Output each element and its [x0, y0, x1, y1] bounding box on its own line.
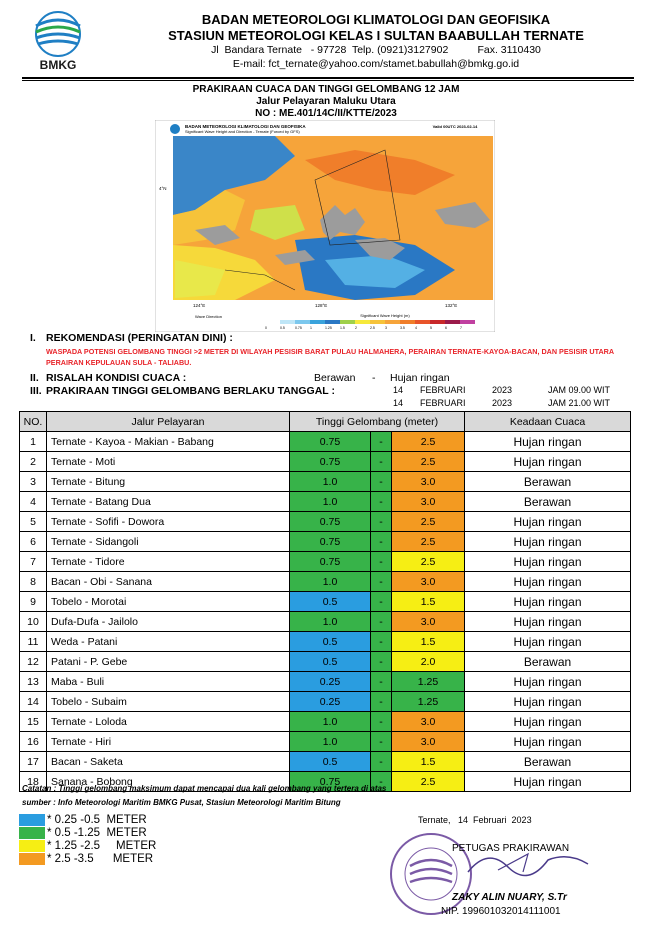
scale-tick: 5 [430, 326, 432, 330]
org-address: Jl Bandara Ternate - 97728 Telp. (0921)3127902 Fax. 3110430 [211, 44, 541, 56]
forecast-table [19, 411, 631, 792]
row-number: 16 [20, 732, 47, 752]
row-wave-max: 2.5 [392, 512, 465, 532]
row-wave-min: 1.0 [290, 732, 371, 752]
sec1-label: REKOMENDASI (PERINGATAN DINI) : [46, 332, 233, 344]
row-number: 13 [20, 672, 47, 692]
row-route: Ternate - Bitung [47, 472, 290, 492]
table-row [20, 672, 631, 692]
row-number: 2 [20, 452, 47, 472]
table-row [20, 432, 631, 452]
row-wave-dash: - [371, 692, 392, 712]
table-row [20, 472, 631, 492]
row-weather: Hujan ringan [465, 532, 631, 552]
row-wave-max: 1.5 [392, 752, 465, 772]
lon-label-1: 124°E [193, 303, 206, 308]
lon-label-2: 128°E [315, 303, 328, 308]
row-wave-min: 0.75 [290, 772, 371, 792]
row-weather: Hujan ringan [465, 672, 631, 692]
row-wave-max: 3.0 [392, 732, 465, 752]
early-warning-text: WASPADA POTENSI GELOMBANG TINGGI >2 METER DI WILAYAH PESISIR BARAT PULAU HALMAHERA, PERAIRAN TERNATE-KAYOA-BACAN, DAN PESISIR UTARA PERAIRAN KEPULAUAN SULA - TALIABU. [46, 347, 614, 367]
row-number: 6 [20, 532, 47, 552]
row-weather: Hujan ringan [465, 572, 631, 592]
table-row [20, 732, 631, 752]
scale-swatch [295, 320, 310, 324]
signature [458, 842, 608, 882]
col-no: NO. [20, 412, 47, 432]
row-route: Maba - Buli [47, 672, 290, 692]
row-route: Ternate - Hiri [47, 732, 290, 752]
row-wave-max: 3.0 [392, 472, 465, 492]
row-wave-dash: - [371, 512, 392, 532]
legend-swatch-orange [19, 853, 45, 865]
scale-tick: 1 [310, 326, 312, 330]
to-day: 14 [393, 398, 404, 408]
row-wave-dash: - [371, 752, 392, 772]
row-number: 7 [20, 552, 47, 572]
table-row [20, 612, 631, 632]
row-number: 17 [20, 752, 47, 772]
row-route: Ternate - Kayoa - Makian - Babang [47, 432, 290, 452]
scale-swatch [385, 320, 400, 324]
scale-tick: 7 [460, 326, 462, 330]
row-route: Weda - Patani [47, 632, 290, 652]
lon-label-3: 132°E [445, 303, 458, 308]
scale-swatch [415, 320, 430, 324]
weather-dash: - [372, 372, 376, 384]
officer-name: ZAKY ALIN NUARY, S.Tr [452, 892, 567, 903]
row-weather: Hujan ringan [465, 432, 631, 452]
row-wave-min: 0.25 [290, 692, 371, 712]
logo-text: BMKG [39, 58, 77, 72]
row-wave-max: 1.25 [392, 692, 465, 712]
weather-value1: Berawan [314, 372, 356, 384]
row-number: 3 [20, 472, 47, 492]
row-route: Tobelo - Morotai [47, 592, 290, 612]
row-route: Bacan - Obi - Sanana [47, 572, 290, 592]
row-wave-max: 3.0 [392, 492, 465, 512]
row-route: Ternate - Loloda [47, 712, 290, 732]
row-wave-min: 0.5 [290, 752, 371, 772]
scale-swatch [445, 320, 460, 324]
row-route: Ternate - Batang Dua [47, 492, 290, 512]
scale-tick: 0 [265, 326, 267, 330]
col-wave: Tinggi Gelombang (meter) [290, 412, 465, 432]
row-wave-max: 1.5 [392, 592, 465, 612]
row-weather: Hujan ringan [465, 592, 631, 612]
row-wave-dash: - [371, 592, 392, 612]
scale-swatch [340, 320, 355, 324]
col-weather: Keadaan Cuaca [465, 412, 631, 432]
legend-item: * 1.25 -2.5 METER [19, 840, 156, 852]
scale-swatch [430, 320, 445, 324]
row-wave-min: 0.5 [290, 632, 371, 652]
officer-nip: NIP. 199601032014111001 [441, 906, 561, 917]
row-wave-max: 2.5 [392, 452, 465, 472]
row-wave-dash: - [371, 532, 392, 552]
scale-tick: 4 [415, 326, 417, 330]
scale-tick: 6 [445, 326, 447, 330]
header-rule-thin [22, 80, 634, 81]
map-valid: Valid 00UTC 2023-02-14 [432, 124, 478, 129]
row-weather: Hujan ringan [465, 732, 631, 752]
legend-swatch-green [19, 827, 45, 839]
row-wave-max: 1.5 [392, 632, 465, 652]
sec3-num: III. [30, 385, 42, 397]
table-row [20, 492, 631, 512]
row-route: Ternate - Tidore [47, 552, 290, 572]
row-number: 10 [20, 612, 47, 632]
map-header1: BADAN METEOROLOGI KLIMATOLOGI DAN GEOFISIKA [185, 124, 306, 129]
table-row [20, 652, 631, 672]
row-number: 15 [20, 712, 47, 732]
row-weather: Hujan ringan [465, 452, 631, 472]
row-wave-min: 1.0 [290, 712, 371, 732]
row-route: Ternate - Sidangoli [47, 532, 290, 552]
legend-item: * 0.25 -0.5 METER [19, 814, 147, 826]
legend-swatch-blue [19, 814, 45, 826]
scale-tick: 0.75 [295, 326, 302, 330]
map-header2: Significant Wave Height and Direction - Ternate (Forced by GFS) [185, 129, 300, 134]
table-row [20, 572, 631, 592]
from-day: 14 [393, 385, 404, 395]
legend-swatch-yellow [19, 840, 45, 852]
source-note: sumber : Info Meteorologi Maritim BMKG Pusat, Stasiun Meteorologi Maritim Bitung [22, 798, 341, 807]
place-date: Ternate, 14 Februari 2023 [418, 815, 532, 825]
row-weather: Berawan [465, 492, 631, 512]
row-number: 4 [20, 492, 47, 512]
row-number: 18 [20, 772, 47, 792]
sec2-label: RISALAH KONDISI CUACA : [46, 372, 187, 384]
row-weather: Hujan ringan [465, 612, 631, 632]
row-route: Dufa-Dufa - Jailolo [47, 612, 290, 632]
row-wave-dash: - [371, 652, 392, 672]
sec3-label: PRAKIRAAN TINGGI GELOMBANG BERLAKU TANGGAL : [46, 385, 335, 397]
row-weather: Hujan ringan [465, 552, 631, 572]
row-wave-dash: - [371, 732, 392, 752]
wave-direction-label: Wave Direction [195, 314, 222, 319]
row-wave-dash: - [371, 552, 392, 572]
scale-swatch [310, 320, 325, 324]
org-line2: STASIUN METEOROLOGI KELAS I SULTAN BAABULLAH TERNATE [168, 28, 584, 43]
row-wave-dash: - [371, 632, 392, 652]
table-row [20, 592, 631, 612]
doc-title: PRAKIRAAN CUACA DAN TINGGI GELOMBANG 12 JAM [192, 84, 460, 95]
row-route: Patani - P. Gebe [47, 652, 290, 672]
scale-tick: 3 [385, 326, 387, 330]
row-wave-min: 0.5 [290, 592, 371, 612]
row-weather: Hujan ringan [465, 632, 631, 652]
row-wave-dash: - [371, 672, 392, 692]
row-number: 1 [20, 432, 47, 452]
row-wave-dash: - [371, 712, 392, 732]
table-row [20, 512, 631, 532]
wave-height-map [155, 120, 495, 332]
table-row [20, 452, 631, 472]
row-route: Ternate - Moti [47, 452, 290, 472]
scale-swatch [325, 320, 340, 324]
table-row [20, 552, 631, 572]
row-wave-dash: - [371, 452, 392, 472]
lat-label: 4°N [159, 186, 167, 191]
scale-tick: 1.5 [340, 326, 345, 330]
scale-tick: 3.5 [400, 326, 405, 330]
scale-swatch [265, 320, 280, 324]
table-header-row [20, 412, 631, 432]
row-weather: Berawan [465, 652, 631, 672]
row-wave-max: 2.5 [392, 532, 465, 552]
scale-swatch [400, 320, 415, 324]
row-wave-max: 2.5 [392, 432, 465, 452]
row-number: 8 [20, 572, 47, 592]
scale-swatch [460, 320, 475, 324]
from-month: FEBRUARI [420, 385, 466, 395]
row-wave-max: 3.0 [392, 712, 465, 732]
table-row [20, 752, 631, 772]
scale-swatch [355, 320, 370, 324]
row-number: 14 [20, 692, 47, 712]
row-wave-max: 1.25 [392, 672, 465, 692]
row-number: 11 [20, 632, 47, 652]
row-wave-dash: - [371, 572, 392, 592]
row-wave-min: 0.75 [290, 552, 371, 572]
bmkg-logo [24, 10, 94, 72]
row-wave-dash: - [371, 772, 392, 792]
org-email: E-mail: fct_ternate@yahoo.com/stamet.babullah@bmkg.go.id [232, 58, 520, 70]
scale-tick: 0.5 [280, 326, 285, 330]
row-wave-min: 1.0 [290, 612, 371, 632]
row-weather: Hujan ringan [465, 772, 631, 792]
sec1-num: I. [30, 332, 36, 344]
scale-title: Significant Wave Height (m) [360, 313, 410, 318]
row-weather: Hujan ringan [465, 512, 631, 532]
row-weather: Berawan [465, 472, 631, 492]
row-wave-min: 1.0 [290, 472, 371, 492]
row-number: 9 [20, 592, 47, 612]
legend-item: * 2.5 -3.5 METER [19, 853, 153, 865]
row-number: 12 [20, 652, 47, 672]
row-wave-min: 0.75 [290, 452, 371, 472]
header-rule [22, 77, 634, 79]
from-year: 2023 [492, 385, 513, 395]
row-route: Sanana - Bobong [47, 772, 290, 792]
row-route: Ternate - Sofifi - Dowora [47, 512, 290, 532]
scale-tick: 2.5 [370, 326, 375, 330]
to-year: 2023 [492, 398, 513, 408]
row-wave-dash: - [371, 432, 392, 452]
col-route: Jalur Pelayaran [47, 412, 290, 432]
legend-item: * 0.5 -1.25 METER [19, 827, 147, 839]
row-wave-max: 2.0 [392, 652, 465, 672]
table-row [20, 712, 631, 732]
row-wave-max: 2.5 [392, 772, 465, 792]
from-time: JAM 09.00 WIT [548, 385, 611, 395]
scale-swatch [370, 320, 385, 324]
row-wave-min: 0.75 [290, 512, 371, 532]
row-wave-dash: - [371, 492, 392, 512]
scale-tick: 2 [355, 326, 357, 330]
officer-title: PETUGAS PRAKIRAWAN [452, 843, 570, 854]
doc-number: NO : ME.401/14C/II/KTTE/2023 [255, 108, 397, 119]
table-row [20, 532, 631, 552]
row-wave-max: 2.5 [392, 552, 465, 572]
scale-swatch [280, 320, 295, 324]
row-wave-dash: - [371, 472, 392, 492]
row-wave-max: 3.0 [392, 572, 465, 592]
row-wave-min: 0.75 [290, 532, 371, 552]
row-wave-min: 0.5 [290, 652, 371, 672]
row-route: Tobelo - Subaim [47, 692, 290, 712]
row-weather: Hujan ringan [465, 692, 631, 712]
to-month: FEBRUARI [420, 398, 466, 408]
row-wave-min: 0.75 [290, 432, 371, 452]
row-number: 5 [20, 512, 47, 532]
sec2-num: II. [30, 372, 39, 384]
row-weather: Berawan [465, 752, 631, 772]
footnote: Catatan : Tinggi gelombang maksimum dapat mencapai dua kali gelombang yang tertera di atas [22, 784, 387, 793]
table-row [20, 632, 631, 652]
doc-subtitle: Jalur Pelayaran Maluku Utara [256, 96, 396, 107]
row-wave-min: 0.25 [290, 672, 371, 692]
row-route: Bacan - Saketa [47, 752, 290, 772]
table-row [20, 692, 631, 712]
scale-tick: 1.25 [325, 326, 332, 330]
row-wave-dash: - [371, 612, 392, 632]
org-line1: BADAN METEOROLOGI KLIMATOLOGI DAN GEOFISIKA [201, 12, 551, 27]
weather-value2: Hujan ringan [390, 372, 450, 384]
row-wave-min: 1.0 [290, 492, 371, 512]
to-time: JAM 21.00 WIT [548, 398, 611, 408]
row-weather: Hujan ringan [465, 712, 631, 732]
row-wave-min: 1.0 [290, 572, 371, 592]
row-wave-max: 3.0 [392, 612, 465, 632]
